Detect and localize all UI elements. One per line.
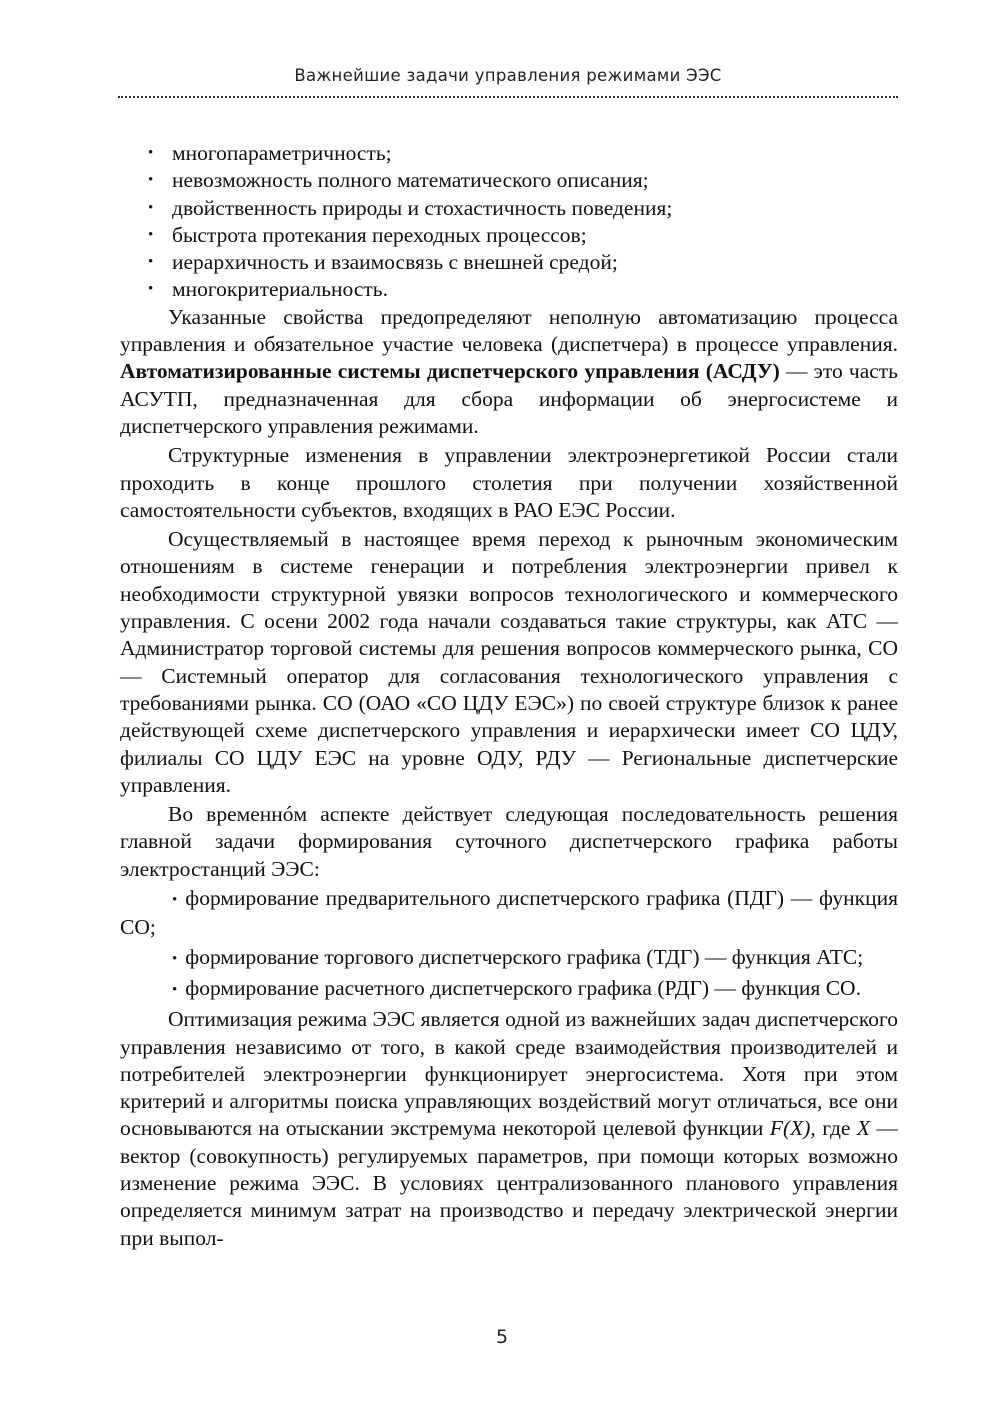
schedule-item: [120, 944, 898, 973]
properties-list: [120, 140, 898, 304]
schedule-item: [120, 975, 898, 1004]
list-item: • быстрота протекания переходных процессов;: [172, 222, 898, 249]
bullet-icon: •: [172, 981, 178, 998]
paragraph-text: — это часть АСУТП, предназначенная для сбора информации об энергосистеме и диспетчерского управления режимами.: [120, 359, 898, 438]
bold-term-asdu: Автоматизированные системы диспетчерского управления (АСДУ): [120, 359, 780, 384]
schedule-item: [120, 885, 898, 942]
paragraph-text: Оптимизация режима ЭЭС является одной из важнейших задач диспетчерского управления независимо от того, в какой среде взаимодействия производителей и потребителей электроэнергии функционирует энергосистема. Хотя при этом критерий и алгоритмы поиска управляющих воздействий могут отличаться, все они основываются на отыскании экстремума некоторой целевой функции: [120, 1007, 898, 1141]
paragraph-structural-changes: Структурные изменения в управлении электроэнергетикой России стали проходить в конце прошлого столетия при получении хозяйственной самостоятельности субъектов, входящих в РАО ЕЭС России.: [120, 443, 898, 522]
paragraph-optimization: [120, 1006, 898, 1252]
running-header: Важнейшие задачи управления режимами ЭЭС: [294, 66, 722, 85]
schedule-item-text: формирование торгового диспетчерского графика (ТДГ) — функция АТС;: [185, 944, 864, 969]
schedule-item-text: формирование расчетного диспетчерского графика (РДГ) — функция СО.: [185, 975, 861, 1000]
math-x: X: [856, 1116, 871, 1141]
list-item: • иерархичность и взаимосвязь с внешней средой;: [172, 249, 898, 276]
page-body: [120, 140, 898, 1254]
list-item: • многокритериальность.: [172, 276, 898, 303]
schedule-item-text: формирование предварительного диспетчерского графика (ПДГ) — функция СО;: [120, 886, 898, 940]
list-item: • многопараметричность;: [172, 140, 898, 167]
bullet-icon: •: [172, 892, 178, 909]
bullet-icon: •: [172, 950, 178, 967]
paragraph-text: Указанные свойства предопределяют неполную автоматизацию процесса управления и обязательное участие человека (диспетчера) в процессе управления.: [120, 304, 898, 357]
list-item: • невозможность полного математического описания;: [172, 167, 898, 194]
list-item: • двойственность природы и стохастичность поведения;: [172, 195, 898, 222]
header-dotted-rule: [118, 96, 898, 98]
paragraph-market-transition: Осуществляемый в настоящее время переход к рыночным экономическим отношениям в системе генерации и потребления электроэнергии привел к необходимости структурной увязки вопросов технологического и коммерческого управления. С осени 2002 года начали создаваться такие структуры, как АТС — Администратор торговой системы для решения вопросов коммерческого рынка, СО — Системный оператор для согласования технологического управления с требованиями рынка. СО (ОАО «СО ЦДУ ЕЭС») по своей структуре близок к ранее действующей схеме диспетчерского управления и иерархически имеет СО ЦДУ, филиалы СО ЦДУ ЕЭС на уровне ОДУ, РДУ — Региональные диспетчерские управления.: [120, 527, 898, 797]
page-number: 5: [495, 1326, 509, 1348]
paragraph-text: где: [815, 1116, 857, 1141]
paragraph-asdu: [120, 304, 898, 440]
paragraph-text: — вектор (совокупность) регулируемых параметров, при помощи которых возможно изменение режима ЭЭС. В условиях централизованного планового управления определяется минимум затрат на производство и передачу электрической энергии при выпол-: [120, 1116, 898, 1250]
math-fx: F(X),: [769, 1116, 816, 1141]
paragraph-time-aspect: Во временнóм аспекте действует следующая последовательность решения главной задачи формирования суточного диспетчерского графика работы электростанций ЭЭС:: [120, 802, 898, 881]
